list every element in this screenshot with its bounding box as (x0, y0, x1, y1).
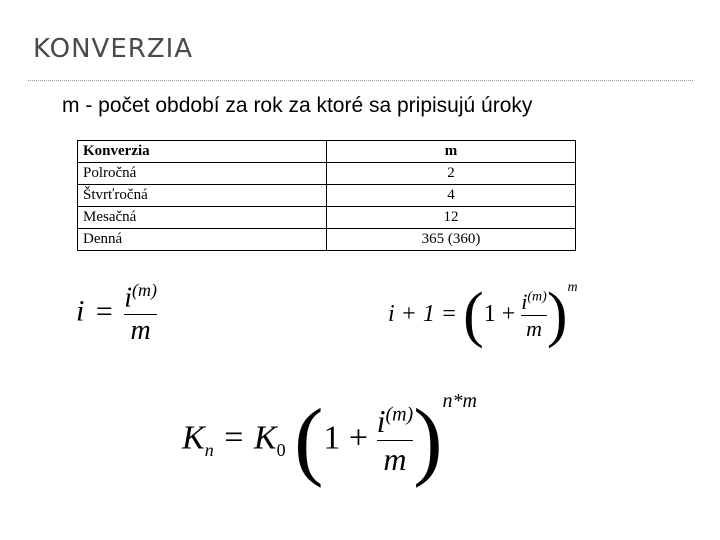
row-label: Mesačná (78, 207, 327, 229)
conversion-table (77, 140, 576, 251)
numerator-superscript: (m) (527, 289, 547, 305)
formula-denominator: m (521, 315, 547, 342)
formula-one-plus: 1 + (323, 419, 369, 457)
formula-equals: = (224, 419, 244, 457)
header-conversion: Konverzia (78, 141, 327, 163)
right-paren-icon: ) (413, 392, 443, 489)
slide-subtitle: m - počet období za rok za ktoré sa pripisujú úroky (62, 94, 533, 117)
formula-numerator (124, 280, 157, 314)
title-divider (28, 80, 693, 81)
row-value: 2 (327, 163, 576, 185)
formula-fraction (377, 403, 414, 478)
formula-k0: K (253, 419, 277, 457)
formula-numerator (377, 403, 414, 440)
formula-one-plus: 1 + (483, 301, 516, 328)
left-paren-icon: ( (294, 392, 324, 489)
left-paren-icon: ( (463, 281, 484, 349)
formula-lhs: i + 1 = (388, 301, 458, 328)
formula-sub-n: n (204, 440, 214, 461)
formula-fraction (521, 289, 547, 342)
table-row (78, 207, 576, 229)
table-row (78, 163, 576, 185)
row-value: 12 (327, 207, 576, 229)
formula-exponent: n*m (442, 390, 477, 412)
formula-future-value (182, 390, 477, 491)
numerator-i: i (521, 289, 528, 314)
slide-title: KONVERZIA (33, 34, 194, 64)
row-value: 4 (327, 185, 576, 207)
header-m: m (327, 141, 576, 163)
numerator-i: i (376, 403, 386, 439)
row-label: Štvrťročná (78, 185, 327, 207)
numerator-i: i (124, 282, 133, 314)
table-row (78, 185, 576, 207)
formula-exponent: m (567, 280, 578, 295)
formula-nominal-rate (76, 280, 157, 347)
numerator-superscript: (m) (385, 403, 414, 426)
table-header-row (78, 141, 576, 163)
row-value: 365 (360) (327, 229, 576, 251)
numerator-superscript: (m) (132, 280, 158, 300)
formula-i: i (76, 294, 85, 328)
row-label: Polročná (78, 163, 327, 185)
formula-k: K (182, 419, 205, 457)
row-label: Denná (78, 229, 327, 251)
formula-fraction (124, 280, 157, 347)
table-row (78, 229, 576, 251)
formula-equals: = (95, 294, 113, 328)
formula-denominator: m (377, 440, 414, 478)
formula-denominator: m (124, 314, 157, 347)
formula-numerator (521, 289, 547, 315)
formula-sub-zero: 0 (276, 440, 286, 461)
formula-effective-rate (388, 280, 578, 351)
right-paren-icon: ) (546, 281, 568, 349)
